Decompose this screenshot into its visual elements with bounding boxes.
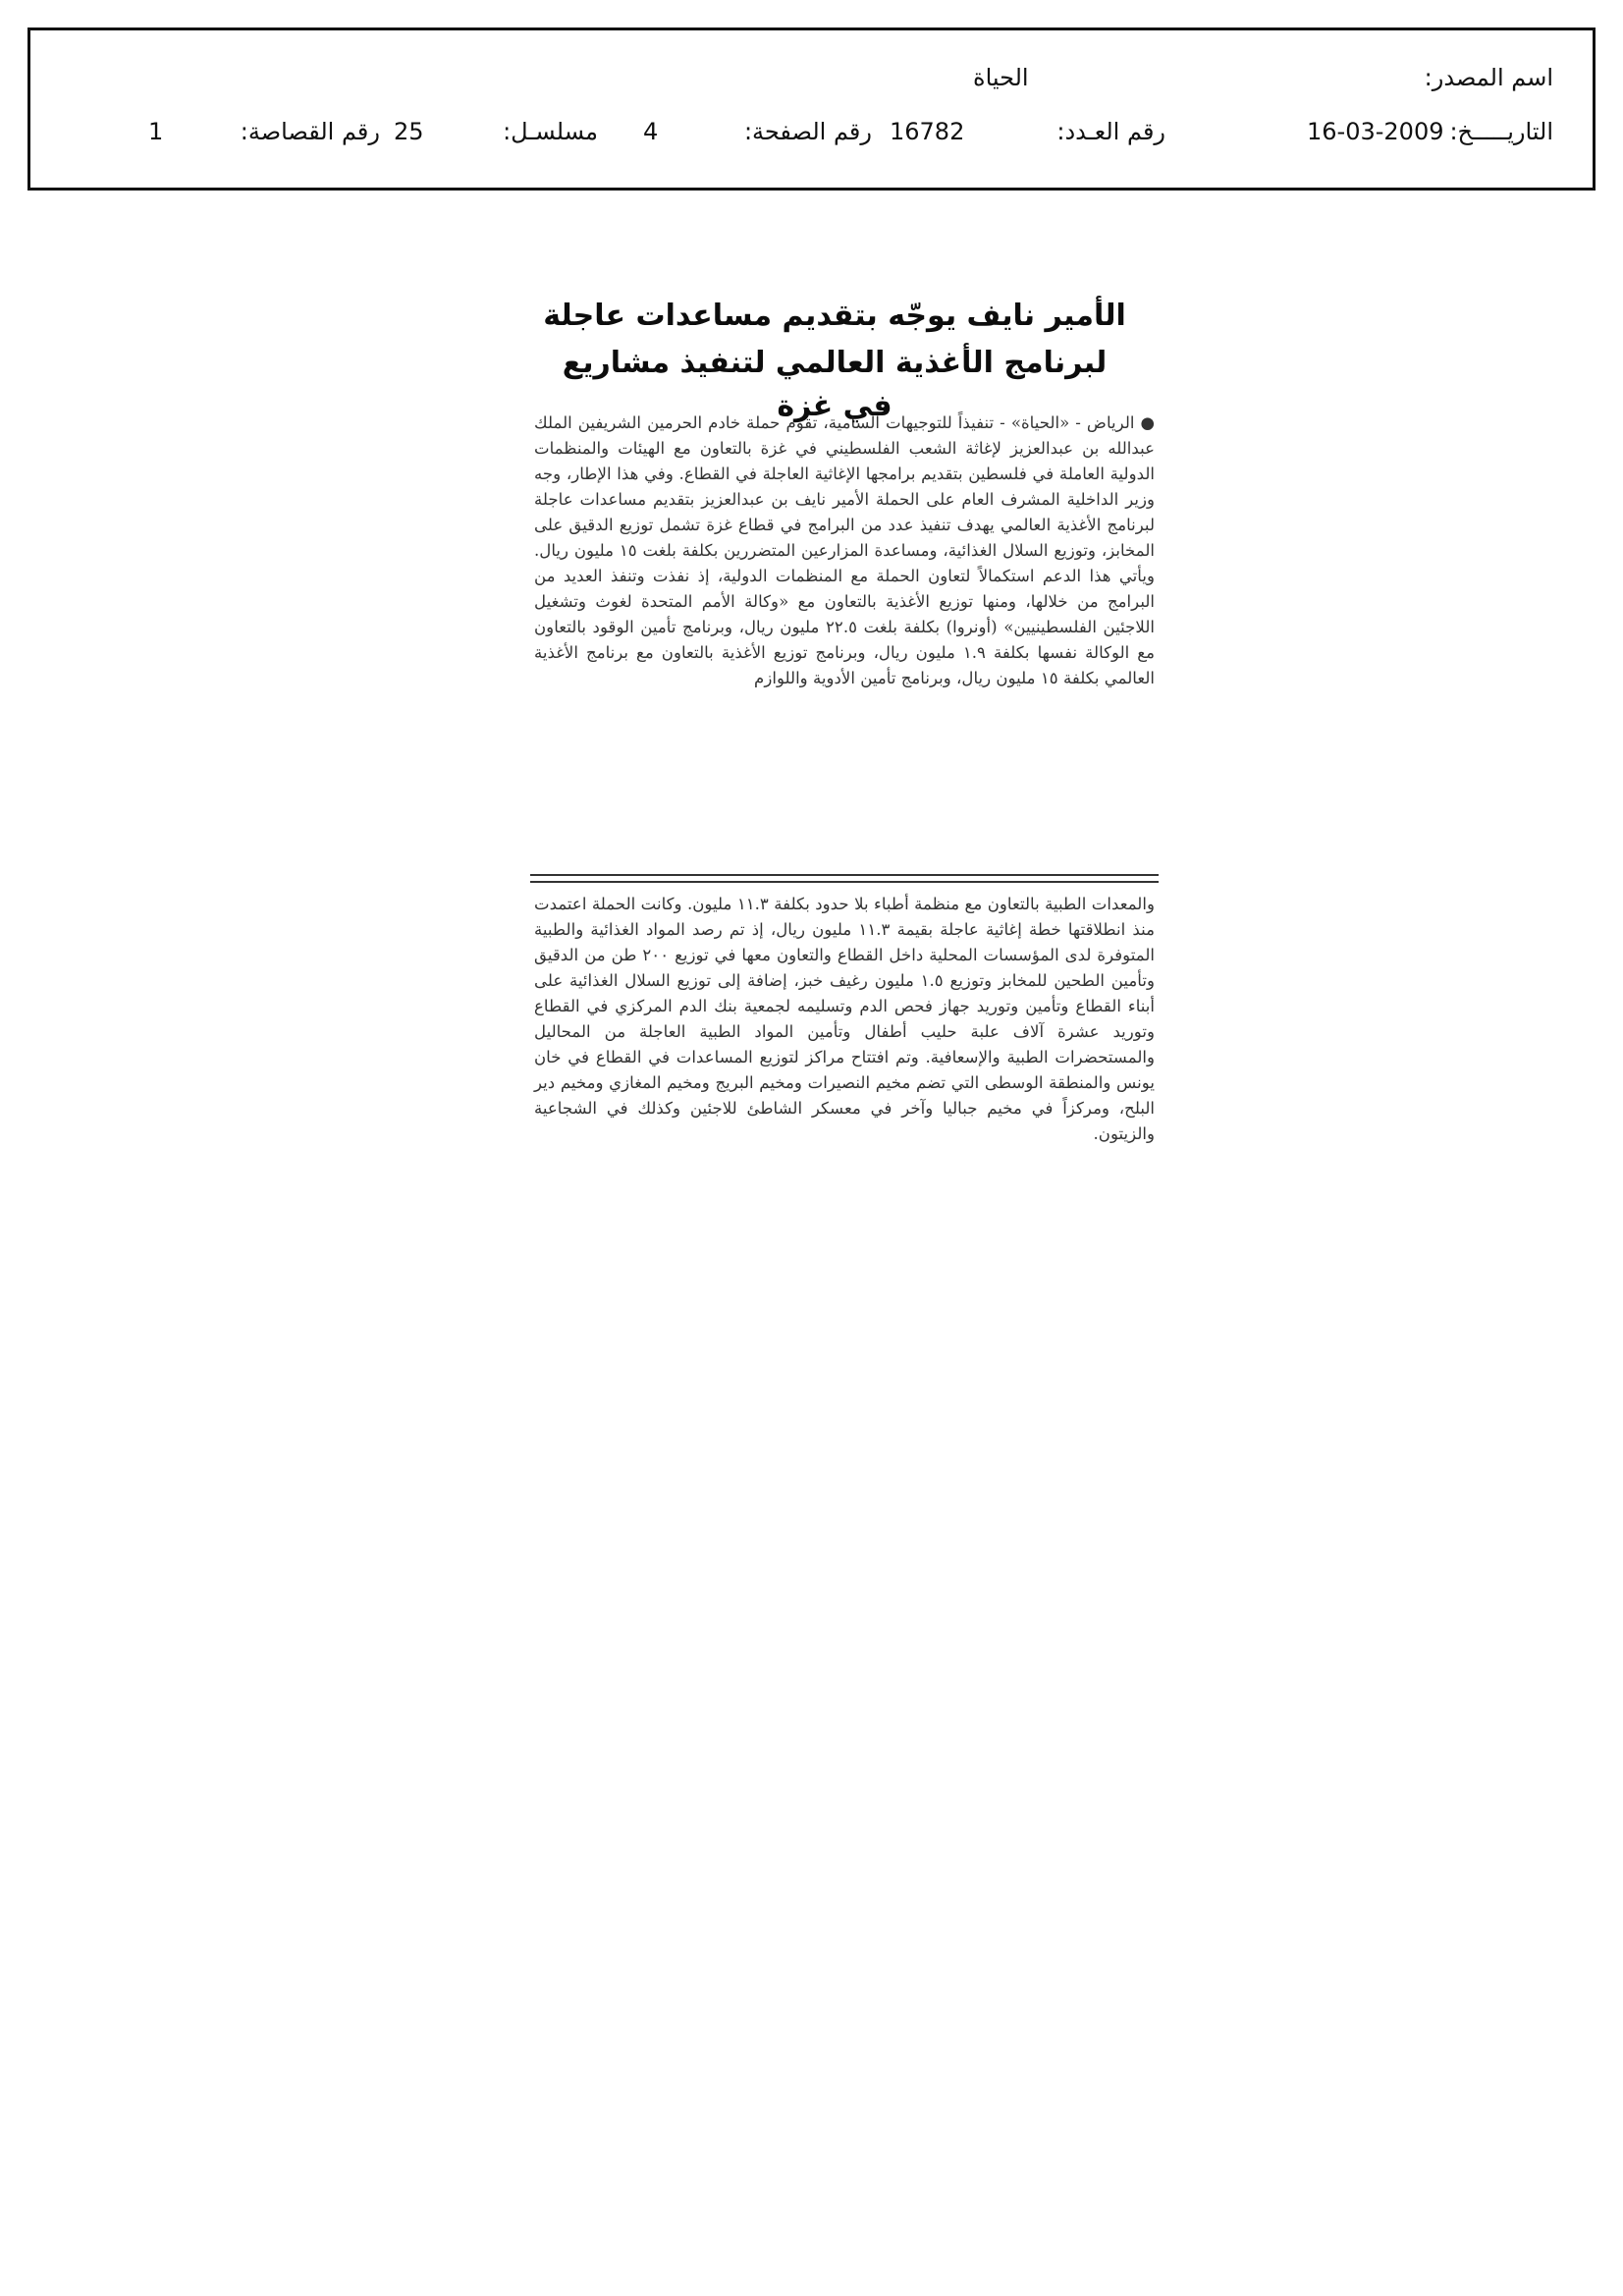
column-divider-top — [530, 874, 1159, 876]
article-paragraph-1: ● الرياض - «الحياة» - تنفيذاً للتوجيهات السامية، تقوم حملة خادم الحرمين الشريفين الملك عبدالله بن عبدالعزيز لإغاثة الشعب الفلسطيني في غزة بالتعاون مع الهيئات والمنظمات الدولية العاملة في فلسطين بتقديم برامجها الإغاثية العاجلة في القطاع. وفي هذا الإطار، وجه وزير الداخلية المشرف العام على الحملة الأمير نايف بن عبدالعزيز بتقديم مساعدات عاجلة لبرنامج الأغذية العالمي يهدف تنفيذ عدد من البرامج في قطاع غزة تشمل توزيع الدقيق على المخابز، وتوزيع السلال الغذائية، ومساعدة المزارعين المتضررين بكلفة بلغت ١٥ مليون ريال. ويأتي هذا الدعم استكمالاً لتعاون الحملة مع المنظمات الدولية، إذ نفذت وتنفذ العديد من البرامج من خلالها، ومنها توزيع الأغذية بالتعاون مع «وكالة الأمم المتحدة لغوث وتشغيل اللاجئين الفلسطينيين» (أونروا) بكلفة بلغت ٢٢.٥ مليون ريال، وبرنامج تأمين الوقود بالتعاون مع الوكالة نفسها بكلفة ١.٩ مليون ريال، وبرنامج توزيع الأغذية بالتعاون مع برنامج الأغذية العالمي بكلفة ١٥ مليون ريال، وبرنامج تأمين الأدوية واللوازم — [534, 413, 1156, 687]
date-value: 16-03-2009 — [1307, 118, 1444, 145]
headline-line-1: الأمير نايف يوجّه بتقديم مساعدات عاجلة — [543, 299, 1126, 333]
clip-label: رقم القصاصة: — [240, 118, 380, 145]
clip-value: 1 — [148, 118, 164, 145]
issue-value: 16782 — [890, 118, 965, 145]
source-value: الحياة — [973, 64, 1029, 91]
article-column-1 — [534, 410, 1155, 691]
issue-label: رقم العـدد: — [1056, 118, 1165, 145]
page-label: رقم الصفحة: — [743, 118, 872, 145]
date-label: التاريـــــخ: — [1449, 118, 1553, 145]
headline-line-2: لبرنامج الأغذية العالمي لتنفيذ مشاريع في غزة — [562, 346, 1108, 423]
source-label: اسم المصدر: — [1424, 64, 1553, 91]
article-paragraph-2: والمعدات الطبية بالتعاون مع منظمة أطباء بلا حدود بكلفة ١١.٣ مليون. وكانت الحملة اعتمدت منذ انطلاقتها خطة إغاثية عاجلة بقيمة ١١.٣ مليون ريال، إذ تم رصد المواد الغذائية والطبية المتوفرة لدى المؤسسات المحلية داخل القطاع والتعاون معها في توزيع ٢٠٠ طن من الدقيق وتأمين الطحين للمخابز وتوزيع ١.٥ مليون رغيف خبز، إضافة إلى توزيع السلال الغذائية على أبناء القطاع وتأمين وتوريد جهاز فحص الدم وتسليمه لجمعية بنك الدم المركزي في القطاع وتوريد عشرة آلاف علبة حليب أطفال وتأمين المواد الطبية العاجلة من المحاليل والمستحضرات الطبية والإسعافية. وتم افتتاح مراكز لتوزيع المساعدات في القطاع في خان يونس والمنطقة الوسطى التي تضم مخيم النصيرات ومخيم البريج ومخيم المغازي ومخيم دير البلح، ومركزاً في مخيم جباليا وآخر في معسكر الشاطئ للاجئين وكذلك في الشجاعية والزيتون. — [534, 895, 1156, 1143]
column-divider-bottom — [530, 881, 1159, 883]
serial-value: 25 — [394, 118, 424, 145]
newspaper-clipping — [530, 285, 1159, 1252]
serial-label: مسلسـل: — [503, 118, 598, 145]
page-value: 4 — [643, 118, 659, 145]
article-column-2 — [534, 892, 1155, 1147]
document-header — [27, 27, 1596, 191]
